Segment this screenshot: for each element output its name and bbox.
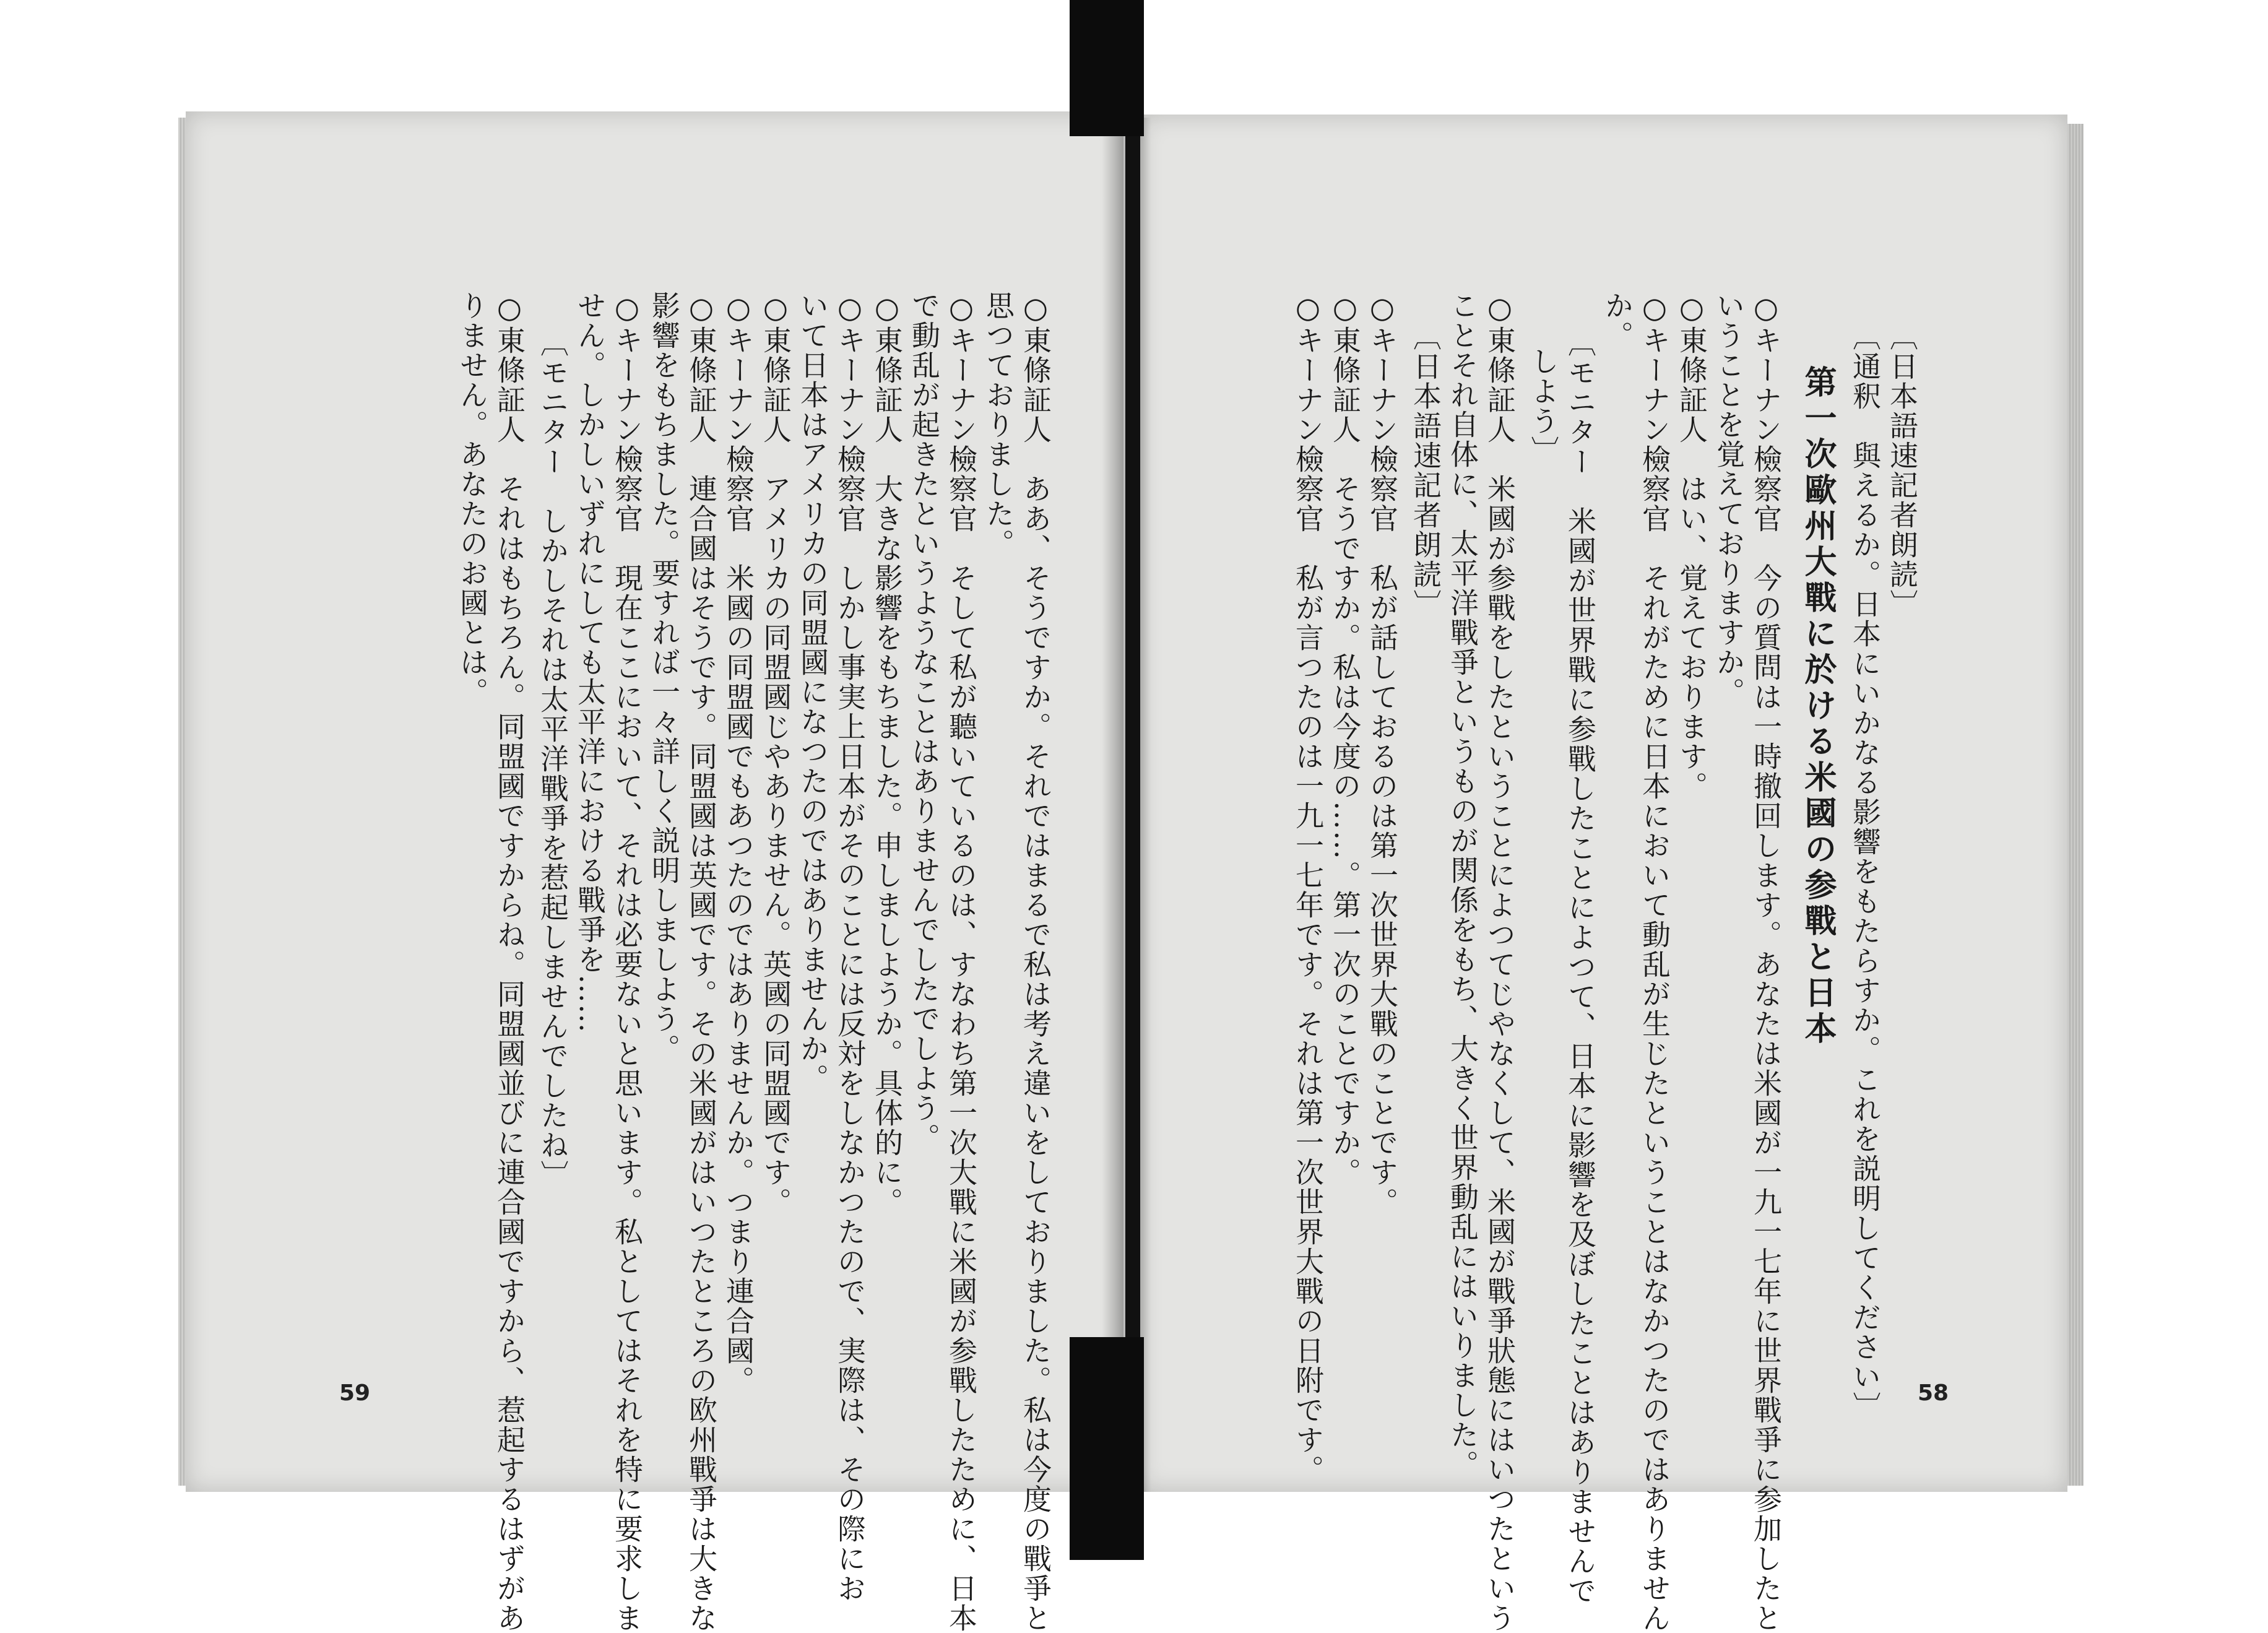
section-heading: 第一次歐州大戰に於ける米國の参戰と日本 xyxy=(1799,365,1837,1047)
left-column-5: ○東條証人 大きな影響をもちました。申しましようか。具体的に。 xyxy=(870,291,904,1217)
right-column-8: か。 xyxy=(1601,291,1634,350)
left-column-12: ○キーナン檢察官 現在ここにおいて、それは必要ないと思います。私としてはそれを特に要求しま xyxy=(610,291,644,1633)
right-column-1: 〔日本語速記者朗読〕 xyxy=(1885,322,1919,619)
right-column-12: ことそれ自体に、太平洋戰爭というものが関係をもち、大きく世界動乱にはいりました。 xyxy=(1446,291,1479,1479)
bookmark-ribbon-top xyxy=(1070,0,1144,136)
left-column-13: せん。しかしいずれにしても太平洋における戰爭を…… xyxy=(573,291,607,1034)
left-column-8: ○東條証人 アメリカの同盟國じやありません。英國の同盟國です。 xyxy=(759,291,792,1217)
left-column-11: 影響をもちました。要すれば一々詳しく説明しましよう。 xyxy=(647,291,681,1063)
bookmark-ribbon-bottom xyxy=(1070,1337,1144,1560)
right-column-13: 〔日本語速記者朗読〕 xyxy=(1409,322,1442,619)
left-column-9: ○キーナン檢察官 米國の同盟國でもあつたのではありませんか。つまり連合國。 xyxy=(722,291,755,1395)
right-column-9: 〔モニター 米國が世界戰に参戰したことによつて、日本に影響を及ぼしたことはありませんで xyxy=(1564,328,1597,1606)
left-column-3: ○キーナン檢察官 そして私が聽いているのは、すなわち第一次大戰に米國が参戰したために、日本 xyxy=(945,291,978,1633)
left-column-15: ○東條証人 それはもちろん。同盟國ですからね。同盟國並びに連合國ですから、惹起するはずがあ xyxy=(493,291,526,1633)
left-column-6: ○キーナン檢察官 しかし事実上日本がそのことには反対をしなかつたので、実際は、その際にお xyxy=(833,291,867,1603)
left-column-14: 〔モニター しかしそれは太平洋戰爭を惹起しませんでしたね〕 xyxy=(536,328,569,1190)
left-column-16: りません。あなたのお國とは。 xyxy=(456,291,489,707)
right-column-16: ○キーナン檢察官 私が言つたのは一九一七年です。それは第一次世界大戰の日附です。 xyxy=(1291,291,1325,1484)
left-column-2: 思つておりました。 xyxy=(982,291,1015,558)
right-column-2: 〔通釈 與えるか。日本にいかなる影響をもたらすか。これを説明してください〕 xyxy=(1848,322,1882,1421)
right-column-11: ○東條証人 米國が参戰をしたということによつてじやなくして、米國が戰爭狀態にはいつたという xyxy=(1483,291,1517,1633)
right-column-4: ○キーナン檢察官 今の質問は一時撤回します。あなたは米國が一九一七年に世界戰爭に参加したと xyxy=(1749,291,1783,1633)
right-column-7: ○キーナン檢察官 それがために日本において動乱が生じたということはなかつたのではありません xyxy=(1638,291,1671,1633)
right-column-6: ○東條証人 はい、覚えております。 xyxy=(1675,291,1708,801)
left-column-10: ○東條証人 連合國はそうです。同盟國は英國です。その米國がはいつたところの欧州戰爭は大きな xyxy=(685,291,718,1633)
right-column-15: ○東條証人 そうですか。私は今度の……。第一次のことですか。 xyxy=(1328,291,1362,1187)
left-column-4: で動乱が起きたというようなことはありませんでしたでしよう。 xyxy=(907,291,941,1153)
right-column-14: ○キーナン檢察官 私が話しておるのは第一次世界大戰のことです。 xyxy=(1366,291,1399,1217)
right-column-10: しよう〕 xyxy=(1526,347,1560,466)
page-number-right: 58 xyxy=(1918,1380,1949,1406)
left-column-7: いて日本はアメリカの同盟國になつたのではありませんか。 xyxy=(796,291,829,1093)
bookmark-ribbon-icon xyxy=(1125,111,1140,1492)
right-column-5: いうことを覚えておりますか。 xyxy=(1712,291,1746,707)
left-column-1: ○東條証人 ああ、そうですか。それではまるで私は考え違いをしておりました。私は今度の戰爭と xyxy=(1019,291,1052,1633)
page-number-left: 59 xyxy=(339,1380,371,1406)
